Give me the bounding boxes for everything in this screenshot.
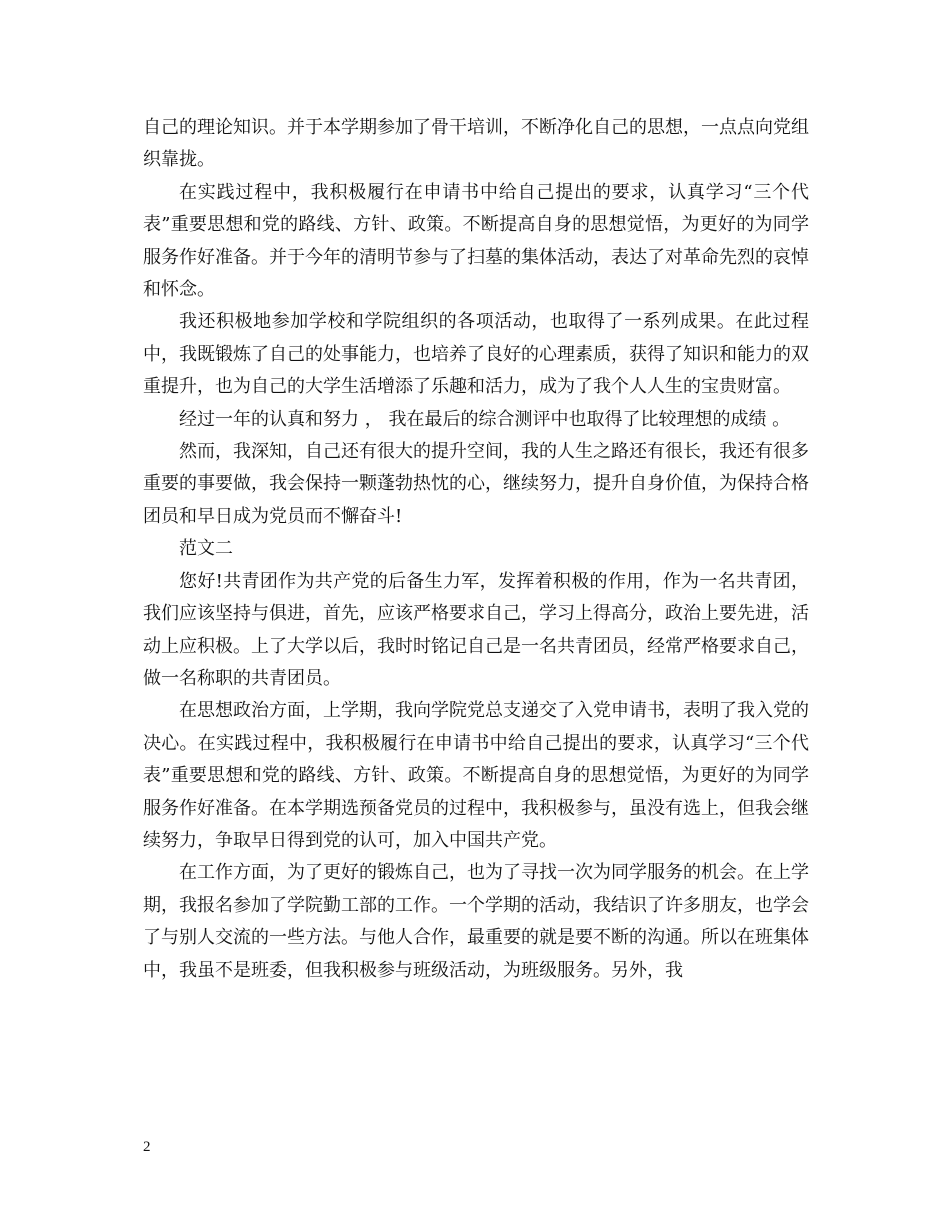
paragraph: 我还积极地参加学校和学院组织的各项活动，也取得了一系列成果。在此过程中，我既锻炼了自己的处事能力，也培养了良好的心理素质，获得了知识和能力的双重提升，也为自己的大学生活增添了乐趣和活力，成为了我个人人生的宝贵财富。 [143, 311, 809, 398]
section-heading: 范文二 [179, 538, 233, 560]
paragraph: 在工作方面，为了更好的锻炼自己，也为了寻找一次为同学服务的机会。在上学期，我报名参加了学院勤工部的工作。一个学期的活动，我结识了许多朋友，也学会了与别人交流的一些方法。与他人合作，最重要的就是要不断的沟通。所以在班集体中，我虽不是班委，但我积极参与班级活动，为班级服务。另外，我 [143, 862, 809, 981]
paragraph: 您好!共青团作为共产党的后备生力军，发挥着积极的作用，作为一名共青团，我们应该坚持与俱进，首先，应该严格要求自己，学习上得高分，政治上要先进，活动上应积极。上了大学以后，我时时铭记自己是一名共青团员，经常严格要求自己，做一名称职的共青团员。 [143, 570, 809, 689]
document-body [143, 112, 809, 987]
paragraph: 自己的理论知识。并于本学期参加了骨干培训，不断净化自己的思想，一点点向党组织靠拢。 [143, 117, 809, 171]
paragraph: 然而，我深知，自己还有很大的提升空间，我的人生之路还有很长，我还有很多重要的事要做，我会保持一颗蓬勃热忱的心，继续努力，提升自身价值，为保持合格团员和早日成为党员而不懈奋斗! [143, 441, 809, 527]
paragraph: 在实践过程中，我积极履行在申请书中给自己提出的要求，认真学习“三个代表”重要思想和党的路线、方针、政策。不断提高自身的思想觉悟，为更好的为同学服务作好准备。并于今年的清明节参与了扫墓的集体活动，表达了对革命先烈的哀悼和怀念。 [143, 181, 809, 301]
page-number: 2 [143, 1139, 151, 1155]
paragraph: 在思想政治方面，上学期，我向学院党总支递交了入党申请书，表明了我入党的决心。在实践过程中，我积极履行在申请书中给自己提出的要求，认真学习“三个代表”重要思想和党的路线、方针、政策。不断提高自身的思想觉悟，为更好的为同学服务作好准备。在本学期选预备党员的过程中，我积极参与，虽没有选上，但我会继续努力，争取早日得到党的认可，加入中国共产党。 [143, 700, 809, 851]
paragraph: 经过一年的认真和努力 ， 我在最后的综合测评中也取得了比较理想的成绩 。 [179, 408, 791, 430]
